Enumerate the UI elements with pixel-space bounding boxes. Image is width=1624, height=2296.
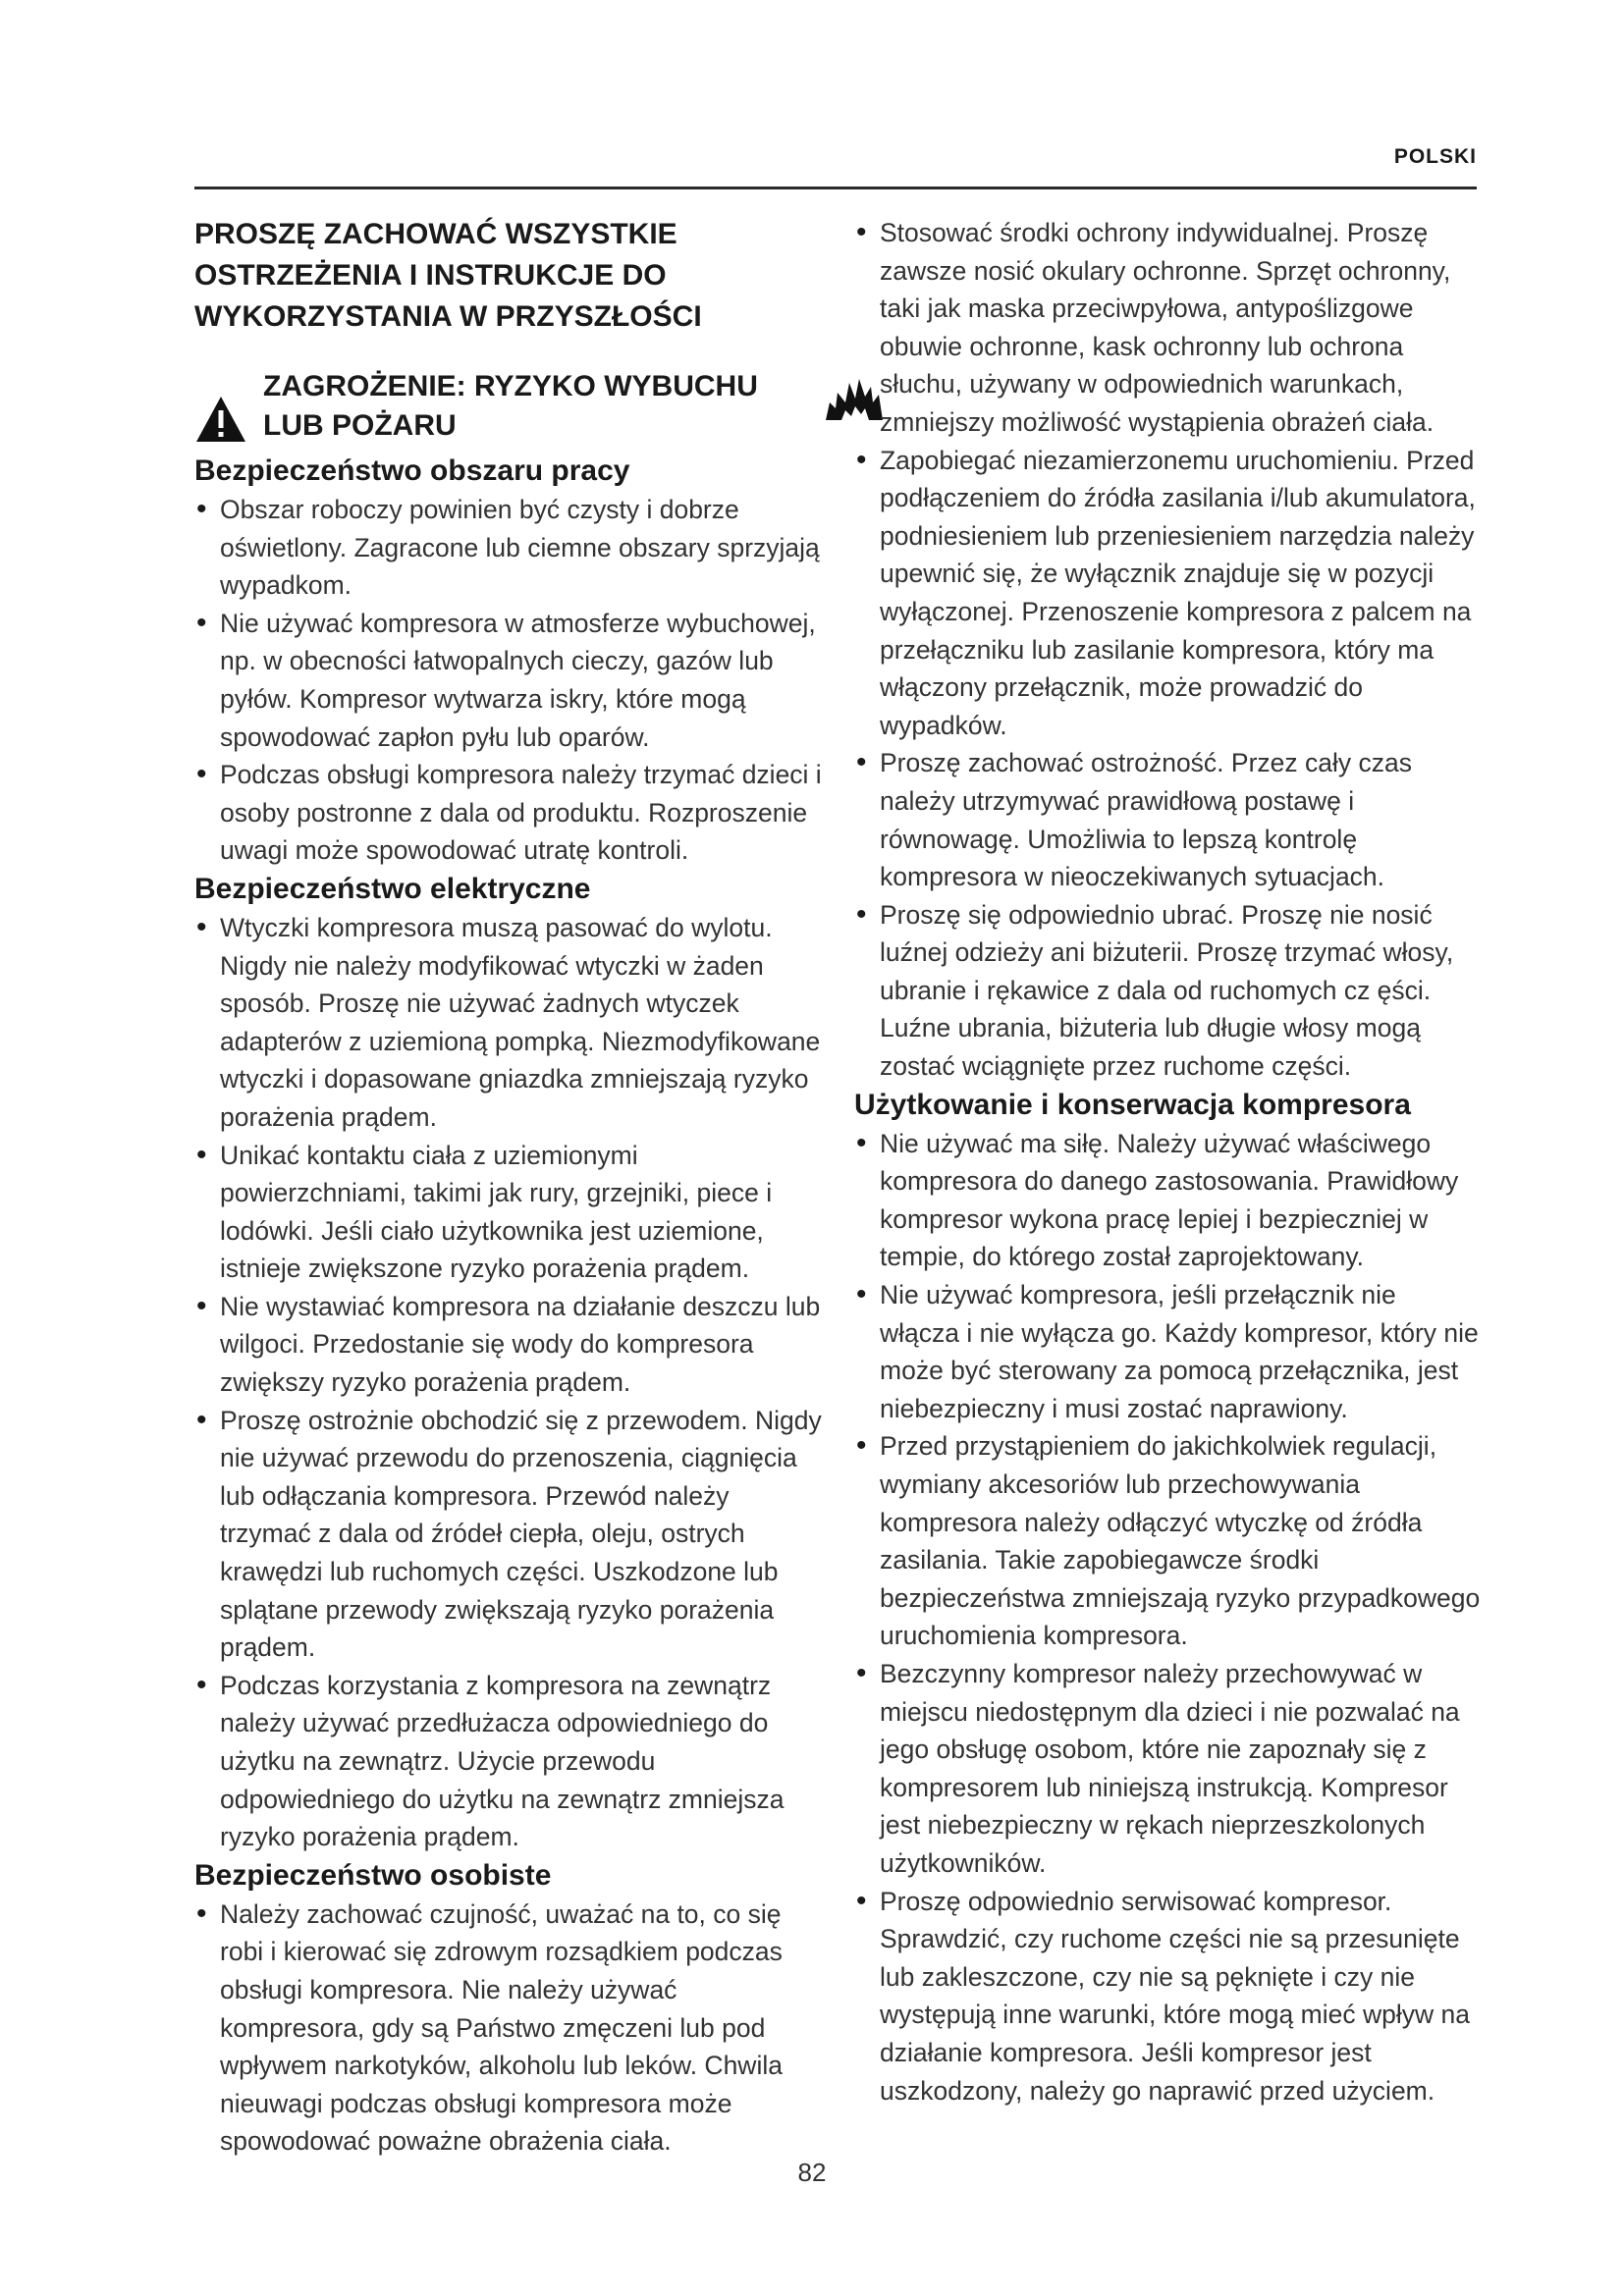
list-item: • Stosować środki ochrony indywidualnej. Proszę zawsze nosić okulary ochronne. Sprzęt ochronny, taki jak maska przeciwpyłowa, antypoślizgowe obuwie ochronne, kask ochronny lub ochrona słuchu, używany w odpowiednich warunkach, zmniejszy możliwość wystąpienia obrażeń ciała.: [854, 214, 1481, 442]
left-column: [194, 214, 823, 2161]
warning-text: ZAGROŻENIE: RYZYKO WYBUCHU LUB POŻARU: [263, 370, 758, 442]
list-item: • Podczas korzystania z kompresora na zewnątrz należy używać przedłużacza odpowiedniego do użytku na zewnątrz. Użycie przewodu odpowiedniego do użytku na zewnątrz zmniejsza ryzyko porażenia prądem.: [194, 1667, 823, 1856]
list-item: • Bezczynny kompresor należy przechowywać w miejscu niedostępnym dla dzieci i nie pozwalać na jego obsługę osobom, które nie zapoznały się z kompresorem lub niniejszą instrukcją. Kompresor jest niebezpieczny w rękach nieprzeszkolonych użytkowników.: [854, 1655, 1481, 1883]
list-item: • Proszę ostrożnie obchodzić się z przewodem. Nigdy nie używać przewodu do przenoszenia, ciągnięcia lub odłączania kompresora. Przewód należy trzymać z dala od źródeł ciepła, oleju, ostrych krawędzi lub ruchomych części. Uszkodzone lub splątane przewody zwiększają ryzyko porażenia prądem.: [194, 1402, 823, 1667]
personal-list-left: [194, 1896, 823, 2161]
use-care-list: [854, 1125, 1481, 2109]
section-heading-personal: Bezpieczeństwo osobiste: [194, 1858, 552, 1892]
list-item: • Nie wystawiać kompresora na działanie deszczu lub wilgoci. Przedostanie się wody do kompresora zwiększy ryzyko porażenia prądem.: [194, 1288, 823, 1402]
right-column: [854, 214, 1481, 2109]
list-item: • Proszę zachować ostrożność. Przez cały czas należy utrzymywać prawidłową postawę i równowagę. Umożliwia to lepszą kontrolę kompresora w nieoczekiwanych sytuacjach.: [854, 744, 1481, 895]
section-heading-work-area: Bezpieczeństwo obszaru pracy: [194, 454, 630, 487]
section-heading-electrical: Bezpieczeństwo elektryczne: [194, 872, 591, 905]
section-heading-use-care: Użytkowanie i konserwacja kompresora: [854, 1088, 1411, 1121]
list-item: • Proszę odpowiednio serwisować kompresor. Sprawdzić, czy ruchome części nie są przesunięte lub zakleszczone, czy nie są pęknięte i czy nie występują inne warunki, które mogą mieć wpływ na działanie kompresora. Jeśli kompresor jest uszkodzony, należy go naprawić przed użyciem.: [854, 1883, 1481, 2110]
language-label: POLSKI: [1393, 145, 1477, 168]
list-item: • Proszę się odpowiednio ubrać. Proszę nie nosić luźnej odzieży ani biżuterii. Proszę trzymać włosy, ubranie i rękawice z dala od ruchomych cz ęści. Luźne ubrania, biżuteria lub długie włosy mogą zostać wciągnięte przez ruchome części.: [854, 896, 1481, 1086]
main-heading: PROSZĘ ZACHOWAĆ WSZYSTKIE OSTRZEŻENIA I INSTRUKCJE DO WYKORZYSTANIA W PRZYSZŁOŚCI: [194, 218, 702, 333]
list-item: • Zapobiegać niezamierzonemu uruchomieniu. Przed podłączeniem do źródła zasilania i/lub akumulatora, podniesieniem lub przeniesieniem narzędzia należy upewnić się, że wyłącznik znajduje się w pozycji wyłączonej. Przenoszenie kompresora z palcem na przełączniku lub zasilanie kompresora, który ma włączony przełącznik, może prowadzić do wypadków.: [854, 442, 1481, 745]
page-number: 82: [797, 2158, 827, 2187]
warning-triangle-icon: [194, 395, 247, 444]
list-item: • Nie używać kompresora, jeśli przełącznik nie włącza i nie wyłącza go. Każdy kompresor, który nie może być sterowany za pomocą przełącznika, jest niebezpieczny i musi zostać naprawiony.: [854, 1276, 1481, 1427]
list-item: • Nie używać ma siłę. Należy używać właściwego kompresora do danego zastosowania. Prawidłowy kompresor wykona pracę lepiej i bezpieczniej w tempie, do którego został zaprojektowany.: [854, 1125, 1481, 1276]
list-item: • Podczas obsługi kompresora należy trzymać dzieci i osoby postronne z dala od produktu. Rozproszenie uwagi może spowodować utratę kontroli.: [194, 756, 823, 870]
electrical-list: [194, 909, 823, 1856]
list-item: • Obszar roboczy powinien być czysty i dobrze oświetlony. Zagracone lub ciemne obszary sprzyjają wypadkom.: [194, 491, 823, 605]
personal-list-right: [854, 214, 1481, 1086]
list-item: • Wtyczki kompresora muszą pasować do wylotu. Nigdy nie należy modyfikować wtyczki w żaden sposób. Proszę nie używać żadnych wtyczek adapterów z uziemioną pompką. Niezmodyfikowane wtyczki i dopasowane gniazdka zmniejszają ryzyko porażenia prądem.: [194, 909, 823, 1137]
list-item: • Unikać kontaktu ciała z uziemionymi powierzchniami, takimi jak rury, grzejniki, piece i lodówki. Jeśli ciało użytkownika jest uziemione, istnieje zwiększone ryzyko porażenia prądem.: [194, 1137, 823, 1288]
list-item: • Należy zachować czujność, uważać na to, co się robi i kierować się zdrowym rozsądkiem podczas obsługi kompresora. Nie należy używać kompresora, gdy są Państwo zmęczeni lub pod wpływem narkotyków, alkoholu lub leków. Chwila nieuwagi podczas obsługi kompresora może spowodować poważne obrażenia ciała.: [194, 1896, 823, 2161]
list-item: • Nie używać kompresora w atmosferze wybuchowej, np. w obecności łatwopalnych cieczy, gazów lub pyłów. Kompresor wytwarza iskry, które mogą spowodować zapłon pyłu lub oparów.: [194, 605, 823, 756]
warning-banner: [194, 367, 808, 446]
header-rule: [194, 187, 1477, 189]
list-item: • Przed przystąpieniem do jakichkolwiek regulacji, wymiany akcesoriów lub przechowywania kompresora należy odłączyć wtyczkę od źródła zasilania. Takie zapobiegawcze środki bezpieczeństwa zmniejszają ryzyko przypadkowego uruchomienia kompresora.: [854, 1427, 1481, 1655]
work-area-list: [194, 491, 823, 870]
